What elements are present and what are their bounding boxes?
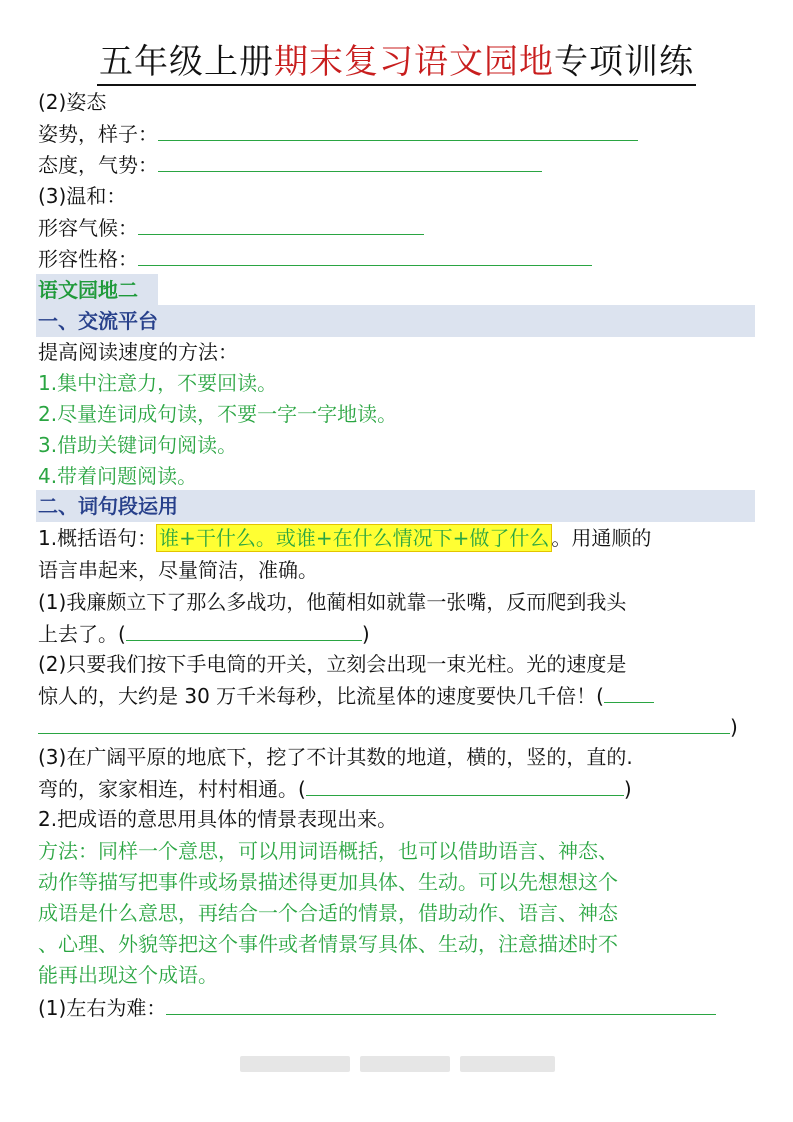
s1-row-a	[38, 118, 638, 149]
s2-row-a	[38, 212, 424, 243]
s2-b-label: 形容性格：	[38, 247, 138, 271]
unit-heading: 语文园地二	[38, 278, 138, 302]
s1-b-label: 态度，气势：	[38, 153, 158, 177]
page-title	[0, 40, 793, 84]
q1-item3-b-text: 弯的，家家相连，村村相通。(	[38, 777, 306, 801]
blurred-watermark	[240, 1056, 350, 1072]
s1-a-label: 姿势，样子：	[38, 122, 158, 146]
list-item: 4.带着问题阅读。	[38, 464, 198, 488]
list-item: 3.借助关键词句阅读。	[38, 433, 238, 457]
answer-line[interactable]	[158, 149, 542, 172]
method-line: 方法：同样一个意思，可以用词语概括，也可以借助语言、神态、	[38, 839, 618, 863]
method-line: 动作等描写把事件或场景描述得更加具体、生动。可以先想想这个	[38, 870, 618, 894]
q1-item3-a: (3)在广阔平原的地底下，挖了不计其数的地道，横的，竖的，直的.	[38, 745, 633, 769]
blurred-watermark	[460, 1056, 555, 1072]
q2-heading: 2.把成语的意思用具体的情景表现出来。	[38, 807, 398, 831]
q1-item1-a: (1)我廉颇立下了那么多战功，他蔺相如就靠一张嘴，反而爬到我头	[38, 590, 627, 614]
answer-line[interactable]	[138, 212, 424, 235]
title-part-2: 期末复习语文园地	[274, 42, 554, 82]
list-item: 1.集中注意力，不要回读。	[38, 371, 278, 395]
q2-item1	[38, 992, 716, 1023]
answer-line[interactable]	[138, 243, 592, 266]
close-paren: )	[361, 622, 370, 646]
s1-label: (2)姿态	[38, 90, 107, 114]
answer-line[interactable]	[38, 711, 730, 734]
q1-line	[38, 523, 651, 553]
answer-line[interactable]	[306, 773, 624, 796]
answer-line[interactable]	[158, 118, 638, 141]
q1-highlight: 谁+干什么。或谁+在什么情况下+做了什么	[159, 526, 550, 550]
blurred-watermark	[360, 1056, 450, 1072]
title-part-3: 专项训练	[554, 42, 694, 82]
q1-item1-b	[38, 618, 370, 649]
close-paren: )	[623, 777, 632, 801]
q1-item1-b-text: 上去了。(	[38, 622, 126, 646]
q1-line2: 语言串起来，尽量简洁，准确。	[38, 558, 318, 582]
method-line: 能再出现这个成语。	[38, 963, 218, 987]
s2-a-label: 形容气候：	[38, 216, 138, 240]
q2-item1-label: (1)左右为难：	[38, 996, 167, 1020]
q1-item2-a: (2)只要我们按下手电筒的开关，立刻会出现一束光柱。光的速度是	[38, 652, 627, 676]
q1-item3-b	[38, 773, 632, 804]
sec2-heading: 二、词句段运用	[38, 494, 178, 518]
q1-item2-b-text: 惊人的，大约是 30 万千米每秒，比流星体的速度要快几千倍！(	[38, 684, 604, 708]
answer-line[interactable]	[166, 992, 716, 1015]
s2-row-b	[38, 243, 592, 274]
s1-row-b	[38, 149, 542, 180]
q1-item2-c	[38, 711, 738, 742]
answer-line[interactable]	[604, 680, 654, 703]
sec1-intro: 提高阅读速度的方法：	[38, 340, 238, 364]
answer-line[interactable]	[126, 618, 362, 641]
title-part-1: 五年级上册	[99, 42, 274, 82]
q1-prefix: 1.概括语句：	[38, 526, 158, 550]
q1-suffix: 。用通顺的	[551, 526, 652, 550]
q1-item2-b	[38, 680, 654, 711]
close-paren: )	[730, 715, 738, 739]
s2-label: (3)温和：	[38, 184, 127, 208]
list-item: 2.尽量连词成句读，不要一字一字地读。	[38, 402, 398, 426]
method-line: 、心理、外貌等把这个事件或者情景写具体、生动，注意描述时不	[38, 932, 618, 956]
sec1-heading: 一、交流平台	[38, 309, 158, 333]
method-line: 成语是什么意思，再结合一个合适的情景，借助动作、语言、神态	[38, 901, 618, 925]
